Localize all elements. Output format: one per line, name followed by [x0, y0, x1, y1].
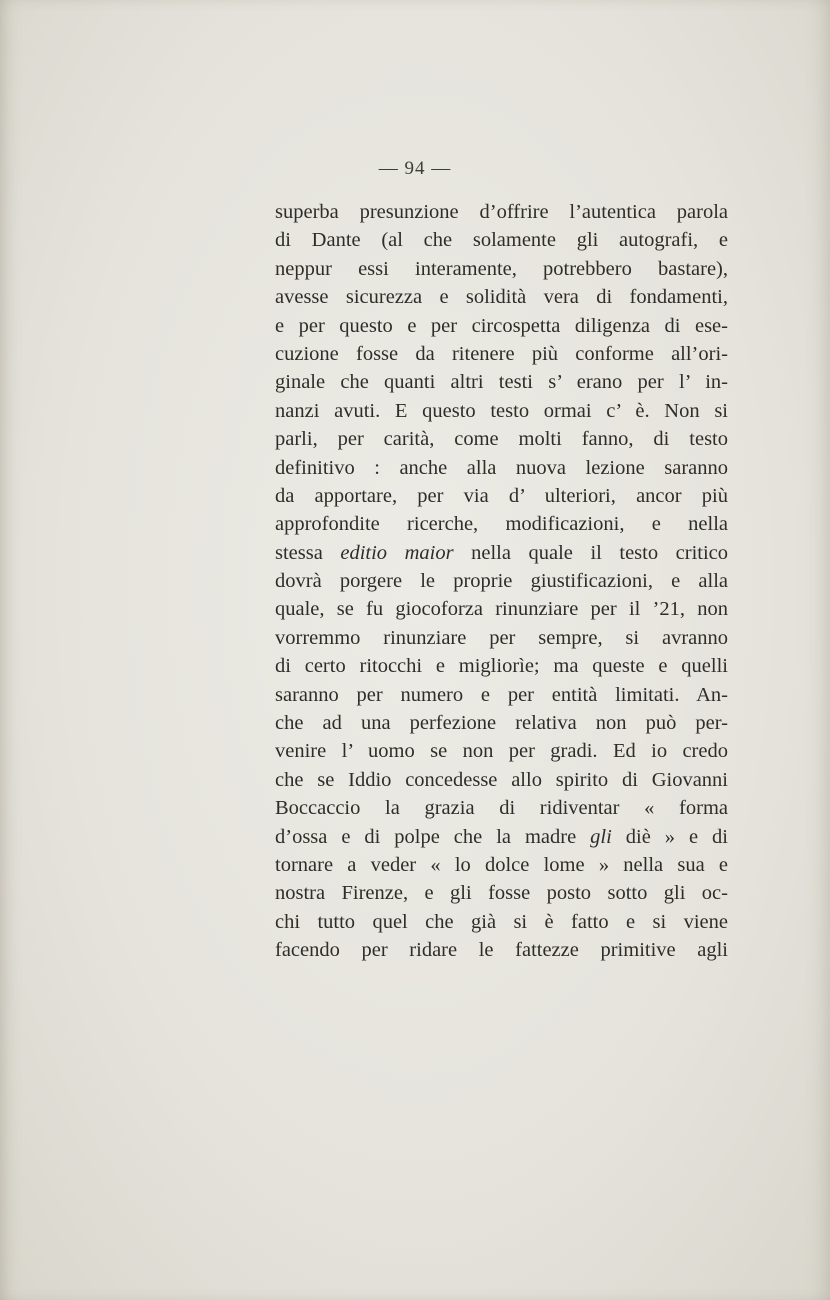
text-line: che se Iddio concedesse allo spirito di Giovanni — [275, 768, 728, 791]
text-line: saranno per numero e per entità limitati. An- — [275, 683, 728, 706]
text-line: definitivo : anche alla nuova lezione saranno — [275, 456, 728, 479]
text-line: neppur essi interamente, potrebbero bastare), — [275, 257, 728, 280]
italic-word: gli — [590, 825, 612, 848]
text-line: Boccaccio la grazia di ridiventar « forma — [275, 797, 728, 820]
text-line: venire l’ uomo se non per gradi. Ed io credo — [275, 740, 728, 763]
text-line: avesse sicurezza e solidità vera di fondamenti, — [275, 286, 728, 309]
text-segment: stessa — [275, 541, 341, 564]
text-line: parli, per carità, come molti fanno, di testo — [275, 428, 728, 451]
text-segment: diè » e di — [611, 825, 728, 848]
body-text — [275, 198, 728, 965]
text-line: superba presunzione d’offrire l’autentica parola — [275, 201, 728, 223]
text-line: da apportare, per via d’ ulteriori, ancor più — [275, 484, 728, 507]
text-line: e per questo e per circospetta diligenza di ese- — [275, 314, 728, 337]
text-line: chi tutto quel che già si è fatto e si viene — [275, 910, 728, 933]
italic-title: editio maior — [340, 541, 454, 564]
text-segment: d’ossa e di polpe che la madre — [275, 825, 591, 848]
text-line: di Dante (al che solamente gli autografi, e — [275, 229, 728, 252]
text-line: facendo per ridare le fattezze primitive agli — [275, 939, 728, 962]
text-line: approfondite ricerche, modificazioni, e nella — [275, 513, 728, 536]
text-line: nanzi avuti. E questo testo ormai c’ è. Non si — [275, 399, 728, 422]
text-segment: nella quale il testo critico — [453, 541, 729, 564]
text-line: tornare a veder « lo dolce lome » nella sua e — [275, 853, 728, 876]
text-line: che ad una perfezione relativa non può per- — [275, 712, 728, 735]
text-line: cuzione fosse da ritenere più conforme all’ori- — [275, 342, 728, 365]
text-line: vorremmo rinunziare per sempre, si avranno — [275, 626, 728, 649]
text-line: di certo ritocchi e migliorìe; ma queste e quelli — [275, 655, 728, 678]
page-number: — 94 — — [378, 158, 452, 179]
text-line: quale, se fu giocoforza rinunziare per il ’21, non — [275, 598, 728, 621]
text-line: nostra Firenze, e gli fosse posto sotto gli oc- — [275, 882, 728, 905]
text-line: dovrà porgere le proprie giustificazioni, e alla — [275, 570, 728, 593]
text-line-with-italic — [275, 823, 728, 851]
text-line: ginale che quanti altri testi s’ erano per l’ in- — [275, 371, 728, 394]
text-line-with-italic — [275, 539, 728, 567]
